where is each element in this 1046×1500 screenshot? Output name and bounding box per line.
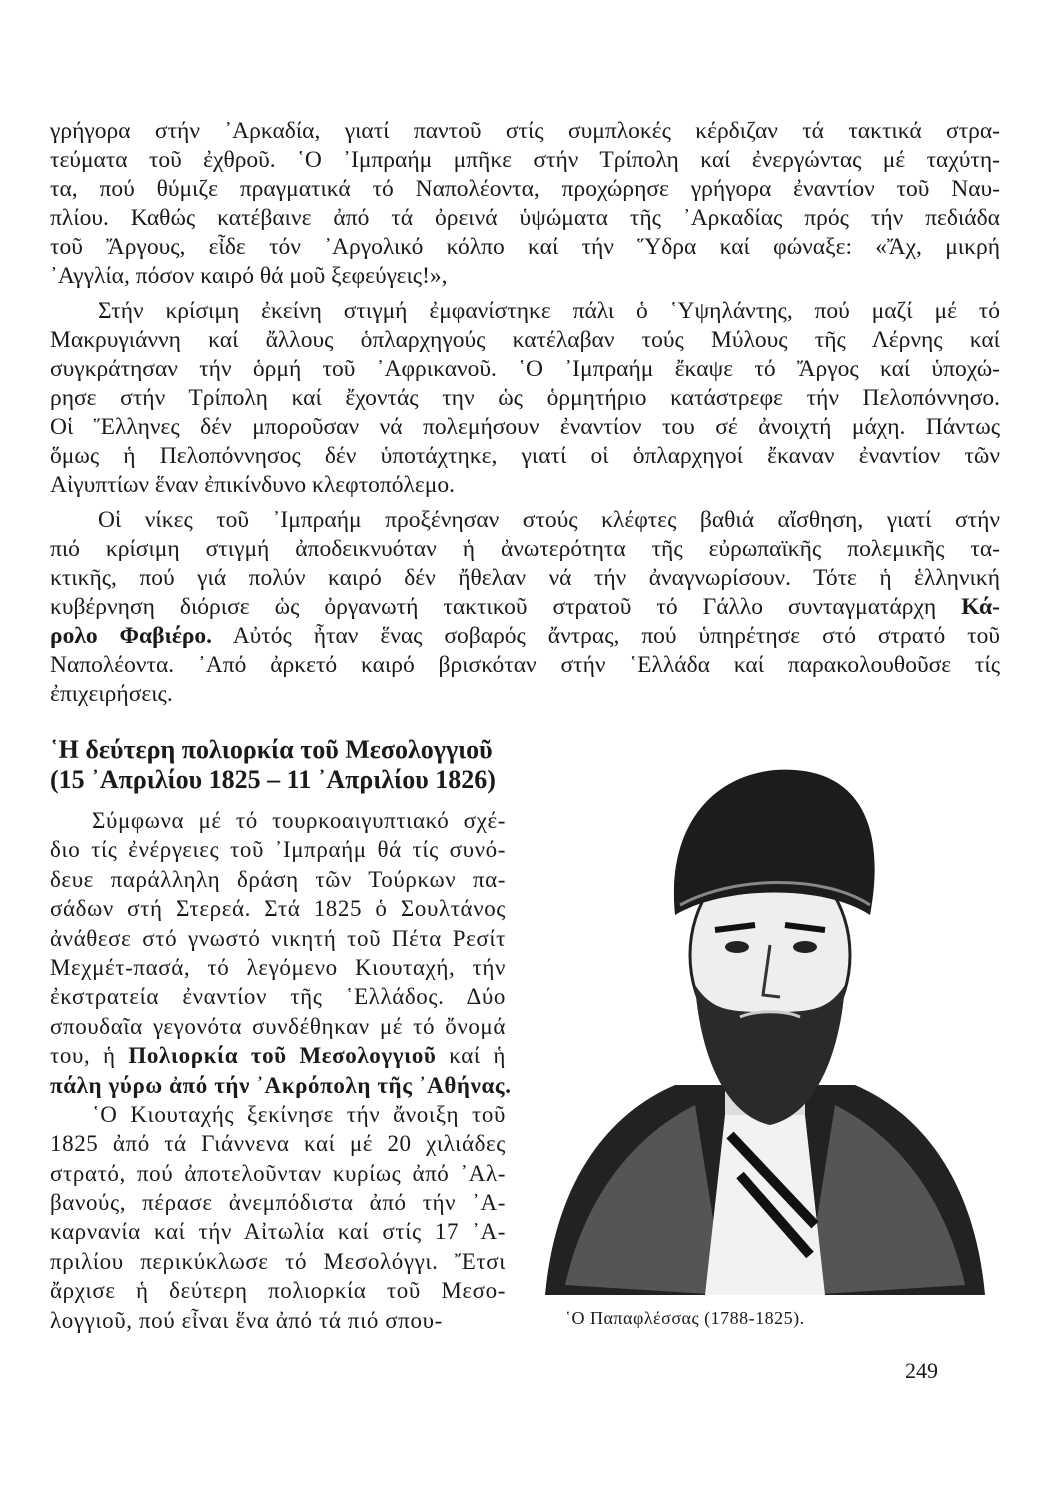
text-line: γρήγορα στήν ᾿Αρκαδία, γιατί παντοῦ στίς συμπλοκές κέρδιζαν τά τακτικά στρα- (50, 118, 1000, 144)
text-line: βανούς, πέρασε ἀνεμπόδιστα ἀπό τήν ᾿Α- (50, 1190, 506, 1216)
text-segment: του, ἡ (50, 1043, 129, 1069)
text-line: σάδων στή Στερεά. Στά 1825 ὁ Σουλτάνος (50, 896, 506, 922)
text-line: Αἰγυπτίων ἕναν ἐπικίνδυνο κλεφτοπόλεμο. (50, 472, 455, 498)
section-body-column (50, 806, 512, 1335)
text-line: τοῦ Ἄργους, εἶδε τόν ᾿Αργολικό κόλπο καί τήν Ὕδρα καί φώναξε: «Ἄχ, μικρή (50, 234, 1000, 260)
text-line (50, 593, 1000, 622)
text-line: πιό κρίσιμη στιγμή ἀποδεικνυόταν ἡ ἀνωτερότητα τῆς εὐρωπαϊκῆς πολεμικῆς τα- (50, 536, 1000, 562)
text-line (50, 1071, 512, 1100)
text-line: ᾿Αγγλία, πόσον καιρό θά μοῦ ξεφεύγεις!», (50, 263, 448, 289)
text-line: κτικῆς, πού γιά πολύν καιρό δέν ἤθελαν νά τήν ἀναγνωρίσουν. Τότε ἡ ἑλληνική (50, 565, 1000, 591)
text-line (50, 622, 1000, 651)
section-heading (50, 735, 520, 795)
figure-caption: ῾Ο Παπαφλέσσας (1788-1825). (565, 1308, 805, 1328)
text-line: σπουδαῖα γεγονότα συνδέθηκαν μέ τό ὄνομά (50, 1013, 506, 1039)
text-line: Οἱ Ἕλληνες δέν μποροῦσαν νά πολεμήσουν ἐναντίον του σέ ἀνοιχτή μάχη. Πάντως (50, 414, 1000, 440)
text-segment: κυβέρνηση διόρισε ὡς ὀργανωτή τακτικοῦ στρατοῦ τό Γάλλο συνταγματάρχη (50, 594, 962, 620)
text-line: τα, πού θύμιζε πραγματικά τό Ναπολέοντα, προχώρησε γρήγορα ἐναντίον τοῦ Ναυ- (50, 176, 1000, 202)
body-text (50, 117, 1000, 715)
paragraph (50, 1100, 506, 1335)
text-line: ἐκστρατεία ἐναντίον τῆς ῾Ελλάδος. Δύο (50, 984, 506, 1010)
section-heading-dates: (15 ᾿Απριλίου 1825 – 11 ᾿Απριλίου 1826) (50, 765, 496, 794)
text-line: συγκράτησαν τήν ὁρμή τοῦ ᾿Αφρικανοῦ. ῾Ο ᾿Ιμπραήμ ἔκαψε τό Ἄργος καί ὑποχώ- (50, 356, 1000, 382)
text-line: Μακρυγιάννη καί ἄλλους ὁπλαρχηγούς κατέλαβαν τούς Μύλους τῆς Λέρνης καί (50, 327, 1000, 353)
paragraph (50, 806, 512, 1100)
page-number: 249 (905, 1358, 938, 1383)
text-line: ἐπιχειρήσεις. (50, 681, 173, 707)
text-line: ρησε στήν Τρίπολη καί ἔχοντάς την ὡς ὁρμητήριο κατάστρεφε τήν Πελοπόννησο. (50, 385, 1000, 411)
paragraph (50, 506, 1000, 709)
text-line: Μεχμέτ-πασά, τό λεγόμενο Κιουταχή, τήν (50, 954, 506, 980)
text-line: τεύματα τοῦ ἐχθροῦ. ῾Ο ᾿Ιμπραήμ μπῆκε στήν Τρίπολη καί ἐνεργώντας μέ ταχύτη- (50, 147, 1000, 173)
text-line: καρνανία καί τήν Αἰτωλία καί στίς 17 ᾿Α- (50, 1219, 506, 1245)
bold-text: ρολο Φαβιέρο. (50, 623, 213, 649)
text-line: 1825 ἀπό τά Γιάννενα καί μέ 20 χιλιάδες (50, 1131, 506, 1157)
bold-text: πάλη γύρω ἀπό τήν ᾿Ακρόπολη τῆς ᾿Αθήνας. (50, 1072, 512, 1098)
portrait-engraving-icon (525, 755, 1005, 1305)
text-line: δευε παράλληλη δράση τῶν Τούρκων πα- (50, 866, 506, 892)
text-line: ῾Ο Κιουταχής ξεκίνησε τήν ἄνοιξη τοῦ (92, 1101, 506, 1127)
bold-text: Κά- (961, 594, 1000, 620)
text-segment: Αὐτός ἦταν ἕνας σοβαρός ἄντρας, πού ὑπηρέτησε στό στρατό τοῦ (212, 623, 1000, 649)
text-line: Σύμφωνα μέ τό τουρκοαιγυπτιακό σχέ- (92, 808, 506, 833)
text-line: Ναπολέοντα. ᾿Από ἀρκετό καιρό βρισκόταν στήν ῾Ελλάδα καί παρακολουθοῦσε τίς (50, 652, 1000, 678)
text-line: ἀνάθεσε στό γνωστό νικητή τοῦ Πέτα Ρεσίτ (50, 925, 506, 951)
text-line: Οἱ νίκες τοῦ ᾿Ιμπραήμ προξένησαν στούς κλέφτες βαθιά αἴσθηση, γιατί στήν (98, 507, 1000, 533)
text-line: ὅμως ἡ Πελοπόννησος δέν ὑποτάχτηκε, γιατί οἱ ὁπλαρχηγοί ἔκαναν ἐναντίον τῶν (50, 443, 1000, 469)
text-line: στρατό, πού ἀποτελοῦνταν κυρίως ἀπό ᾿Αλ- (50, 1160, 506, 1186)
text-line: πριλίου περικύκλωσε τό Μεσολόγγι. Ἔτσι (50, 1248, 506, 1274)
text-line: Στήν κρίσιμη ἐκείνη στιγμή ἐμφανίστηκε πάλι ὁ ῾Υψηλάντης, πού μαζί μέ τό (98, 298, 1000, 324)
text-line: πλίου. Καθώς κατέβαινε ἀπό τά ὀρεινά ὑψώματα τῆς ᾿Αρκαδίας πρός τήν πεδιάδα (50, 205, 1000, 231)
text-line: ἄρχισε ἡ δεύτερη πολιορκία τοῦ Μεσο- (50, 1278, 506, 1304)
section-heading-title: ῾Η δεύτερη πολιορκία τοῦ Μεσολογγιοῦ (50, 735, 493, 764)
text-line (50, 1041, 506, 1070)
text-segment: καί ἡ (436, 1043, 506, 1069)
text-line: διο τίς ἐνέργειες τοῦ ᾿Ιμπραήμ θά τίς συνό- (50, 837, 506, 863)
paragraph (50, 297, 1000, 500)
bold-text: Πολιορκία τοῦ Μεσολογγιοῦ (128, 1043, 437, 1069)
text-line: λογγιοῦ, πού εἶναι ἕνα ἀπό τά πιό σπου- (50, 1307, 443, 1333)
paragraph (50, 117, 1000, 291)
